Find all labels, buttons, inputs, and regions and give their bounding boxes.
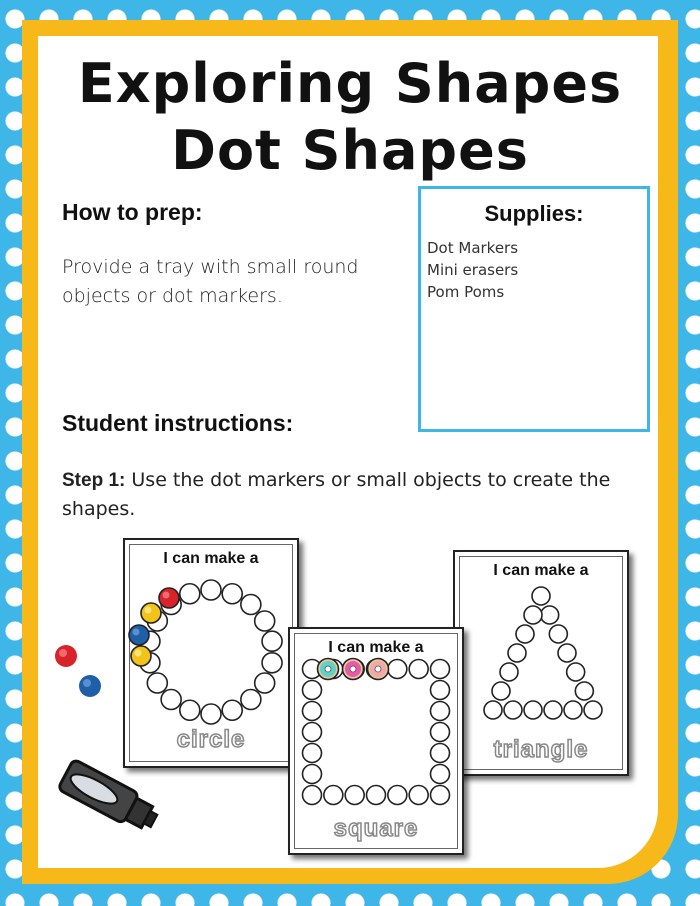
card-title: I can make a bbox=[328, 639, 424, 656]
empty-dot bbox=[544, 701, 562, 719]
empty-dot bbox=[262, 653, 282, 673]
pom-pom-icon bbox=[129, 625, 149, 645]
empty-dot bbox=[541, 606, 559, 624]
step-label: Step 1: bbox=[62, 470, 126, 491]
empty-dot bbox=[303, 744, 322, 763]
donut-hole bbox=[350, 666, 356, 672]
pom-pom-icon bbox=[131, 646, 151, 666]
dot-marker-icon bbox=[52, 752, 167, 842]
card-word: triangle bbox=[493, 736, 589, 763]
empty-dot bbox=[262, 631, 282, 651]
empty-dot bbox=[532, 587, 550, 605]
donut-hole bbox=[375, 666, 381, 672]
empty-dot bbox=[255, 673, 275, 693]
supply-item: Mini erasers bbox=[427, 261, 519, 279]
empty-dot bbox=[345, 786, 364, 805]
prep-text-line1: Provide a tray with small round bbox=[62, 256, 359, 278]
empty-dot bbox=[431, 744, 450, 763]
empty-dot bbox=[575, 682, 593, 700]
card-title: I can make a bbox=[163, 550, 259, 567]
pom-highlight bbox=[135, 650, 142, 657]
empty-dot bbox=[504, 701, 522, 719]
empty-dot bbox=[431, 786, 450, 805]
empty-dot bbox=[431, 660, 450, 679]
pom-pom-icon bbox=[50, 640, 110, 700]
card-word: square bbox=[333, 815, 419, 842]
supplies-box bbox=[418, 186, 650, 432]
empty-dot bbox=[367, 786, 386, 805]
empty-dot bbox=[303, 765, 322, 784]
empty-dot bbox=[409, 660, 428, 679]
empty-dot bbox=[201, 704, 221, 724]
donut-hole bbox=[325, 666, 331, 672]
step-1-text bbox=[62, 466, 652, 523]
square-card bbox=[288, 627, 464, 855]
empty-dot bbox=[567, 663, 585, 681]
supply-item: Pom Poms bbox=[427, 283, 505, 301]
empty-dot bbox=[508, 644, 526, 662]
empty-dot bbox=[241, 689, 261, 709]
empty-dot bbox=[147, 673, 167, 693]
empty-dot bbox=[431, 765, 450, 784]
empty-dot bbox=[409, 786, 428, 805]
empty-dot bbox=[549, 625, 567, 643]
empty-dot bbox=[564, 701, 582, 719]
empty-dot bbox=[255, 611, 275, 631]
supplies-heading: Supplies: bbox=[484, 201, 584, 226]
pom-highlight bbox=[163, 592, 170, 599]
card-title: I can make a bbox=[493, 562, 589, 579]
empty-dot bbox=[558, 644, 576, 662]
prep-text-line2: objects or dot markers. bbox=[62, 285, 283, 307]
empty-dot bbox=[524, 701, 542, 719]
empty-dot bbox=[180, 700, 200, 720]
empty-dot bbox=[431, 723, 450, 742]
empty-dot bbox=[484, 701, 502, 719]
empty-dot bbox=[180, 584, 200, 604]
empty-dot bbox=[161, 689, 181, 709]
supply-item: Dot Markers bbox=[427, 239, 519, 257]
pom-highlight bbox=[133, 629, 140, 636]
empty-dot bbox=[241, 595, 261, 615]
empty-dot bbox=[303, 681, 322, 700]
empty-dot bbox=[388, 660, 407, 679]
empty-dot bbox=[388, 786, 407, 805]
empty-dot bbox=[431, 681, 450, 700]
empty-dot bbox=[324, 786, 343, 805]
empty-dot bbox=[492, 682, 510, 700]
pom-pom-icon bbox=[141, 603, 161, 623]
empty-dot bbox=[584, 701, 602, 719]
prep-heading: How to prep: bbox=[62, 199, 203, 225]
circle-card bbox=[123, 538, 299, 768]
instructions-heading: Student instructions: bbox=[62, 410, 294, 436]
empty-dot bbox=[222, 584, 242, 604]
card-word: circle bbox=[176, 726, 246, 753]
empty-dot bbox=[303, 702, 322, 721]
empty-dot bbox=[500, 663, 518, 681]
pom-highlight bbox=[145, 607, 152, 614]
triangle-card bbox=[453, 550, 629, 776]
empty-dot bbox=[431, 702, 450, 721]
empty-dot bbox=[303, 723, 322, 742]
empty-dot bbox=[201, 580, 221, 600]
page-title-line1: Exploring Shapes bbox=[77, 52, 623, 115]
empty-dot bbox=[303, 786, 322, 805]
supplies-list bbox=[427, 237, 518, 303]
empty-dot bbox=[524, 606, 542, 624]
step-body: Use the dot markers or small objects to create the shapes. bbox=[62, 469, 611, 520]
pom-pom-icon bbox=[159, 588, 179, 608]
empty-dot bbox=[222, 700, 242, 720]
empty-dot bbox=[516, 625, 534, 643]
page-title-line2: Dot Shapes bbox=[171, 119, 529, 182]
